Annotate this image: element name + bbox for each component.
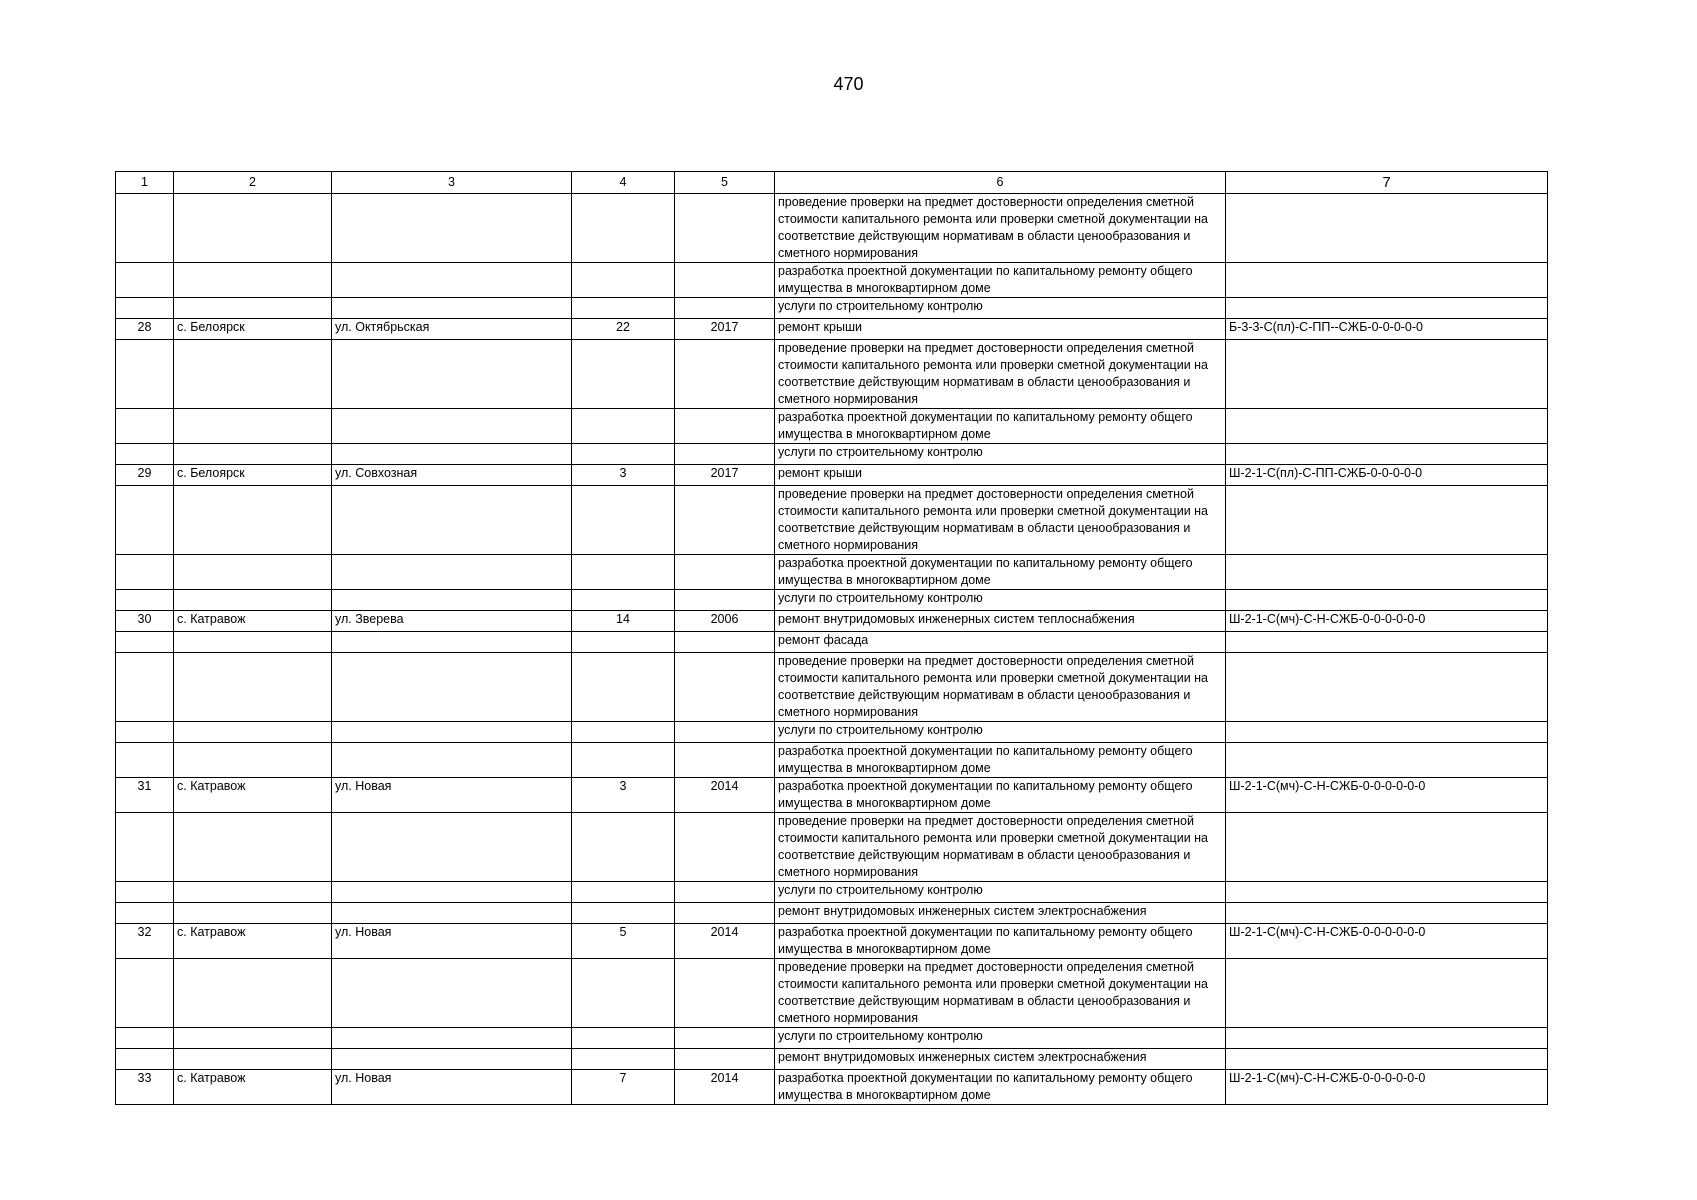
cell-street: ул. Новая [332,778,572,813]
header-col-3: 3 [332,172,572,194]
cell-building-code [1226,1049,1548,1070]
cell-building-code [1226,263,1548,298]
table-row [116,611,1548,632]
cell-house-number [572,194,675,263]
cell-street [332,298,572,319]
table-row [116,1049,1548,1070]
cell-work-type: проведение проверки на предмет достоверности определения сметной стоимости капитального ремонта или проверки сметной документации на соответствие действующим нормативам в области ценообразования и сметного нормирования [775,653,1226,722]
cell-building-code [1226,632,1548,653]
cell-year [675,194,775,263]
cell-settlement [174,1028,332,1049]
cell-house-number: 14 [572,611,675,632]
cell-street: ул. Новая [332,1070,572,1105]
header-col-7: 7 [1226,172,1548,194]
table-row [116,959,1548,1028]
cell-building-code [1226,882,1548,903]
cell-house-number [572,555,675,590]
cell-house-number: 7 [572,1070,675,1105]
cell-work-type: проведение проверки на предмет достоверности определения сметной стоимости капитального ремонта или проверки сметной документации на соответствие действующим нормативам в области ценообразования и сметного нормирования [775,486,1226,555]
capital-repair-table [115,171,1548,1105]
cell-work-type: услуги по строительному контролю [775,882,1226,903]
cell-work-type: ремонт внутридомовых инженерных систем электроснабжения [775,1049,1226,1070]
cell-street [332,882,572,903]
table-row [116,882,1548,903]
cell-number [116,340,174,409]
cell-number: 29 [116,465,174,486]
cell-house-number: 5 [572,924,675,959]
cell-building-code: Ш-2-1-С(мч)-С-Н-СЖБ-0-0-0-0-0-0 [1226,924,1548,959]
cell-number [116,444,174,465]
cell-year [675,409,775,444]
cell-settlement: с. Катравож [174,1070,332,1105]
header-row [116,172,1548,194]
cell-number [116,959,174,1028]
cell-street [332,555,572,590]
cell-building-code [1226,1028,1548,1049]
cell-work-type: ремонт крыши [775,319,1226,340]
cell-street [332,1028,572,1049]
cell-year [675,1049,775,1070]
cell-work-type: разработка проектной документации по капитальному ремонту общего имущества в многоквартирном доме [775,778,1226,813]
cell-work-type: услуги по строительному контролю [775,722,1226,743]
cell-house-number [572,632,675,653]
cell-building-code [1226,959,1548,1028]
cell-house-number: 3 [572,465,675,486]
cell-number [116,555,174,590]
cell-settlement: с. Катравож [174,611,332,632]
table-row [116,632,1548,653]
cell-year [675,444,775,465]
cell-year: 2014 [675,1070,775,1105]
cell-year [675,340,775,409]
table-row [116,486,1548,555]
table-row [116,340,1548,409]
cell-settlement: с. Катравож [174,924,332,959]
cell-number [116,743,174,778]
header-col-6: 6 [775,172,1226,194]
cell-work-type: услуги по строительному контролю [775,298,1226,319]
table-row [116,263,1548,298]
cell-house-number [572,263,675,298]
table-row [116,409,1548,444]
cell-building-code: Ш-2-1-С(мч)-С-Н-СЖБ-0-0-0-0-0-0 [1226,1070,1548,1105]
cell-building-code: Ш-2-1-С(пл)-С-ПП-СЖБ-0-0-0-0-0 [1226,465,1548,486]
cell-street [332,813,572,882]
cell-building-code [1226,486,1548,555]
cell-year: 2017 [675,465,775,486]
table-row [116,653,1548,722]
cell-building-code [1226,340,1548,409]
cell-settlement [174,555,332,590]
cell-street [332,340,572,409]
cell-number: 33 [116,1070,174,1105]
cell-street [332,959,572,1028]
cell-number [116,653,174,722]
cell-building-code [1226,555,1548,590]
cell-year [675,263,775,298]
cell-number [116,590,174,611]
cell-street [332,743,572,778]
cell-settlement [174,1049,332,1070]
cell-house-number [572,813,675,882]
cell-number [116,409,174,444]
header-col-4: 4 [572,172,675,194]
cell-year: 2014 [675,778,775,813]
header-col-5: 5 [675,172,775,194]
cell-building-code [1226,409,1548,444]
cell-work-type: проведение проверки на предмет достоверности определения сметной стоимости капитального ремонта или проверки сметной документации на соответствие действующим нормативам в области ценообразования и сметного нормирования [775,340,1226,409]
cell-work-type: ремонт внутридомовых инженерных систем теплоснабжения [775,611,1226,632]
cell-building-code [1226,444,1548,465]
cell-work-type: ремонт внутридомовых инженерных систем электроснабжения [775,903,1226,924]
table-body [116,194,1548,1105]
cell-house-number: 3 [572,778,675,813]
table-row [116,722,1548,743]
cell-number [116,813,174,882]
cell-work-type: разработка проектной документации по капитальному ремонту общего имущества в многоквартирном доме [775,555,1226,590]
cell-building-code: Б-3-3-С(пл)-С-ПП--СЖБ-0-0-0-0-0 [1226,319,1548,340]
cell-building-code [1226,194,1548,263]
cell-work-type: проведение проверки на предмет достоверности определения сметной стоимости капитального ремонта или проверки сметной документации на соответствие действующим нормативам в области ценообразования и сметного нормирования [775,959,1226,1028]
cell-settlement [174,743,332,778]
cell-year [675,590,775,611]
cell-settlement [174,653,332,722]
cell-settlement [174,409,332,444]
cell-house-number [572,409,675,444]
cell-year [675,555,775,590]
cell-settlement: с. Белоярск [174,319,332,340]
cell-year [675,653,775,722]
cell-number: 32 [116,924,174,959]
cell-number [116,263,174,298]
cell-year [675,722,775,743]
cell-house-number [572,722,675,743]
cell-year [675,903,775,924]
cell-house-number [572,1028,675,1049]
cell-number [116,298,174,319]
table-row [116,1070,1548,1105]
cell-house-number [572,298,675,319]
cell-settlement [174,959,332,1028]
cell-work-type: ремонт крыши [775,465,1226,486]
cell-work-type: услуги по строительному контролю [775,590,1226,611]
cell-street [332,263,572,298]
cell-building-code [1226,298,1548,319]
cell-settlement: с. Белоярск [174,465,332,486]
cell-house-number [572,486,675,555]
table-row [116,778,1548,813]
cell-house-number: 22 [572,319,675,340]
table-row [116,444,1548,465]
cell-house-number [572,444,675,465]
cell-house-number [572,882,675,903]
cell-house-number [572,903,675,924]
cell-settlement [174,903,332,924]
cell-number [116,882,174,903]
cell-street [332,1049,572,1070]
cell-street [332,444,572,465]
table-row [116,1028,1548,1049]
cell-street: ул. Совхозная [332,465,572,486]
cell-year [675,743,775,778]
cell-house-number [572,590,675,611]
table-row [116,555,1548,590]
cell-building-code [1226,722,1548,743]
cell-year: 2014 [675,924,775,959]
cell-street [332,486,572,555]
cell-settlement [174,298,332,319]
cell-number: 28 [116,319,174,340]
cell-building-code [1226,813,1548,882]
cell-street [332,590,572,611]
cell-building-code [1226,903,1548,924]
cell-house-number [572,1049,675,1070]
page-number: 470 [833,74,864,94]
cell-house-number [572,653,675,722]
cell-work-type: разработка проектной документации по капитальному ремонту общего имущества в многоквартирном доме [775,1070,1226,1105]
cell-settlement: с. Катравож [174,778,332,813]
cell-number [116,486,174,555]
table-row [116,903,1548,924]
table-row [116,465,1548,486]
table-row [116,194,1548,263]
cell-year: 2006 [675,611,775,632]
cell-street [332,194,572,263]
cell-street [332,903,572,924]
cell-number: 30 [116,611,174,632]
cell-number [116,722,174,743]
cell-year [675,1028,775,1049]
cell-number [116,1028,174,1049]
cell-settlement [174,882,332,903]
cell-house-number [572,743,675,778]
cell-building-code: Ш-2-1-С(мч)-С-Н-СЖБ-0-0-0-0-0-0 [1226,611,1548,632]
cell-street: ул. Новая [332,924,572,959]
header-col-1: 1 [116,172,174,194]
cell-settlement [174,263,332,298]
cell-house-number [572,959,675,1028]
cell-settlement [174,340,332,409]
cell-settlement [174,444,332,465]
cell-street [332,409,572,444]
cell-work-type: услуги по строительному контролю [775,1028,1226,1049]
cell-number [116,1049,174,1070]
cell-year [675,632,775,653]
header-col-2: 2 [174,172,332,194]
cell-year [675,882,775,903]
cell-settlement [174,194,332,263]
cell-settlement [174,813,332,882]
cell-building-code [1226,590,1548,611]
cell-street: ул. Октябрьская [332,319,572,340]
cell-work-type: услуги по строительному контролю [775,444,1226,465]
cell-building-code [1226,653,1548,722]
cell-building-code [1226,743,1548,778]
cell-number [116,632,174,653]
cell-settlement [174,590,332,611]
cell-year [675,298,775,319]
cell-year [675,959,775,1028]
cell-settlement [174,722,332,743]
cell-settlement [174,486,332,555]
table-row [116,743,1548,778]
cell-work-type: разработка проектной документации по капитальному ремонту общего имущества в многоквартирном доме [775,409,1226,444]
cell-work-type: проведение проверки на предмет достоверности определения сметной стоимости капитального ремонта или проверки сметной документации на соответствие действующим нормативам в области ценообразования и сметного нормирования [775,813,1226,882]
cell-year [675,486,775,555]
table-row [116,813,1548,882]
cell-building-code: Ш-2-1-С(мч)-С-Н-СЖБ-0-0-0-0-0-0 [1226,778,1548,813]
cell-street [332,722,572,743]
table-row [116,924,1548,959]
cell-work-type: разработка проектной документации по капитальному ремонту общего имущества в многоквартирном доме [775,743,1226,778]
cell-number [116,194,174,263]
cell-house-number [572,340,675,409]
cell-street [332,653,572,722]
cell-street: ул. Зверева [332,611,572,632]
table-row [116,319,1548,340]
cell-year [675,813,775,882]
cell-number: 31 [116,778,174,813]
cell-work-type: разработка проектной документации по капитальному ремонту общего имущества в многоквартирном доме [775,263,1226,298]
table-row [116,298,1548,319]
cell-work-type: проведение проверки на предмет достоверности определения сметной стоимости капитального ремонта или проверки сметной документации на соответствие действующим нормативам в области ценообразования и сметного нормирования [775,194,1226,263]
table-row [116,590,1548,611]
cell-work-type: разработка проектной документации по капитальному ремонту общего имущества в многоквартирном доме [775,924,1226,959]
cell-settlement [174,632,332,653]
cell-street [332,632,572,653]
cell-work-type: ремонт фасада [775,632,1226,653]
cell-number [116,903,174,924]
cell-year: 2017 [675,319,775,340]
